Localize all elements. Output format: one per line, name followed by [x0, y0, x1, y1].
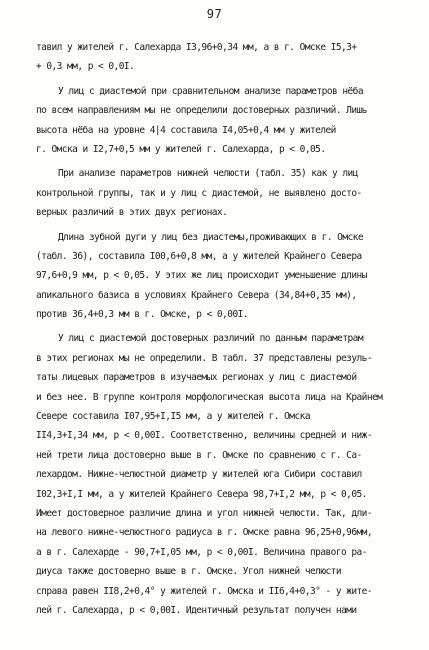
text-line: ней трети лица достоверно выше в г. Омске по сравнению с г. Са-: [36, 449, 362, 461]
text-line: г. Омска и I2,7+0,5 мм у жителей г. Салехарда, р < 0,05.: [36, 143, 326, 155]
text-line: на левого нижне-челюстного радиуса в г. Омске равна 96,25+0,96мм,: [36, 527, 373, 539]
text-line: Имеет достоверное различие длина и угол нижней челюсти. Так, дли-: [36, 507, 373, 519]
text-line: лехардом. Нижне-челюстной диаметр у жителей юга Сибири составил: [36, 469, 362, 481]
text-line: У лиц с диастемой достоверных различий по данным параметрам: [58, 333, 364, 345]
text-line: по всем направлениям мы не определили достоверных различий. Лишь: [36, 105, 367, 117]
text-line: а в г. Салехарде - 90,7+I,05 мм, р < 0,00I. Величина правого ра-: [36, 546, 367, 558]
text-line: лей г. Салехарда, р < 0,00I. Идентичный результат получен нами: [36, 604, 357, 616]
body-text: [36, 38, 424, 620]
text-line: тавил у жителей г. Салехарда I3,96+0,34 мм, а в г. Омске I5,3+: [36, 42, 357, 53]
text-line: У лиц с диастемой при сравнительном анализе параметров нёба: [58, 85, 364, 97]
text-line: I02,3+I,I мм, а у жителей Крайнего Севера 98,7+I,2 мм, р < 0,05.: [36, 488, 367, 500]
text-line: и без нее. В группе контроля морфологическая высота лица на Крайнем: [36, 391, 383, 403]
text-line: против 36,4+0,3 мм в г. Омске, р < 0,00I.: [36, 309, 248, 321]
text-line: Длина зубной дуги у лиц без диастемы,проживающих в г. Омске: [58, 231, 364, 243]
text-line: Севере составила I07,95+I,I5 мм, а у жителей г. Омска: [36, 411, 310, 423]
text-line: диуса также достоверно выше в г. Омске. Угол нижней челюсти: [36, 566, 342, 578]
text-line: таты лицевых параметров в изучаемых регионах у лиц с диастемой: [36, 372, 357, 384]
text-line: + 0,3 мм, р < 0,0I.: [36, 61, 135, 73]
text-line: в этих регионах мы не определили. В табл. 37 представлены резуль-: [36, 352, 373, 364]
text-line: 97,6+0,9 мм, р < 0,05. У этих же лиц происходит уменьшение длины: [36, 270, 367, 282]
text-line: верных различий в этих двух регионах.: [36, 207, 228, 219]
text-line: апикального базиса в условиях Крайнего Севера (34,84+0,35 мм),: [36, 289, 357, 301]
text-line: II4,3+I,34 мм, р < 0,00I. Соответственно, величины средней и ниж-: [36, 430, 373, 442]
text-line: (табл. 36), составила I00,6+0,8 мм, а у жителей Крайнего Севера: [36, 250, 362, 262]
text-line: высота нёба на уровне 4|4 составила I4,05+0,4 мм у жителей: [36, 124, 336, 136]
text-line: При анализе параметров нижней челюсти (табл. 35) как у лиц: [58, 168, 358, 180]
text-line: справа равен II8,2+0,4° у жителей г. Омска и II6,4+0,3° - у жите-: [36, 585, 373, 597]
text-line: контрольной группы, так и у лиц с диастемой, не выявлено досто-: [36, 187, 362, 199]
page-number: 97: [206, 7, 223, 21]
